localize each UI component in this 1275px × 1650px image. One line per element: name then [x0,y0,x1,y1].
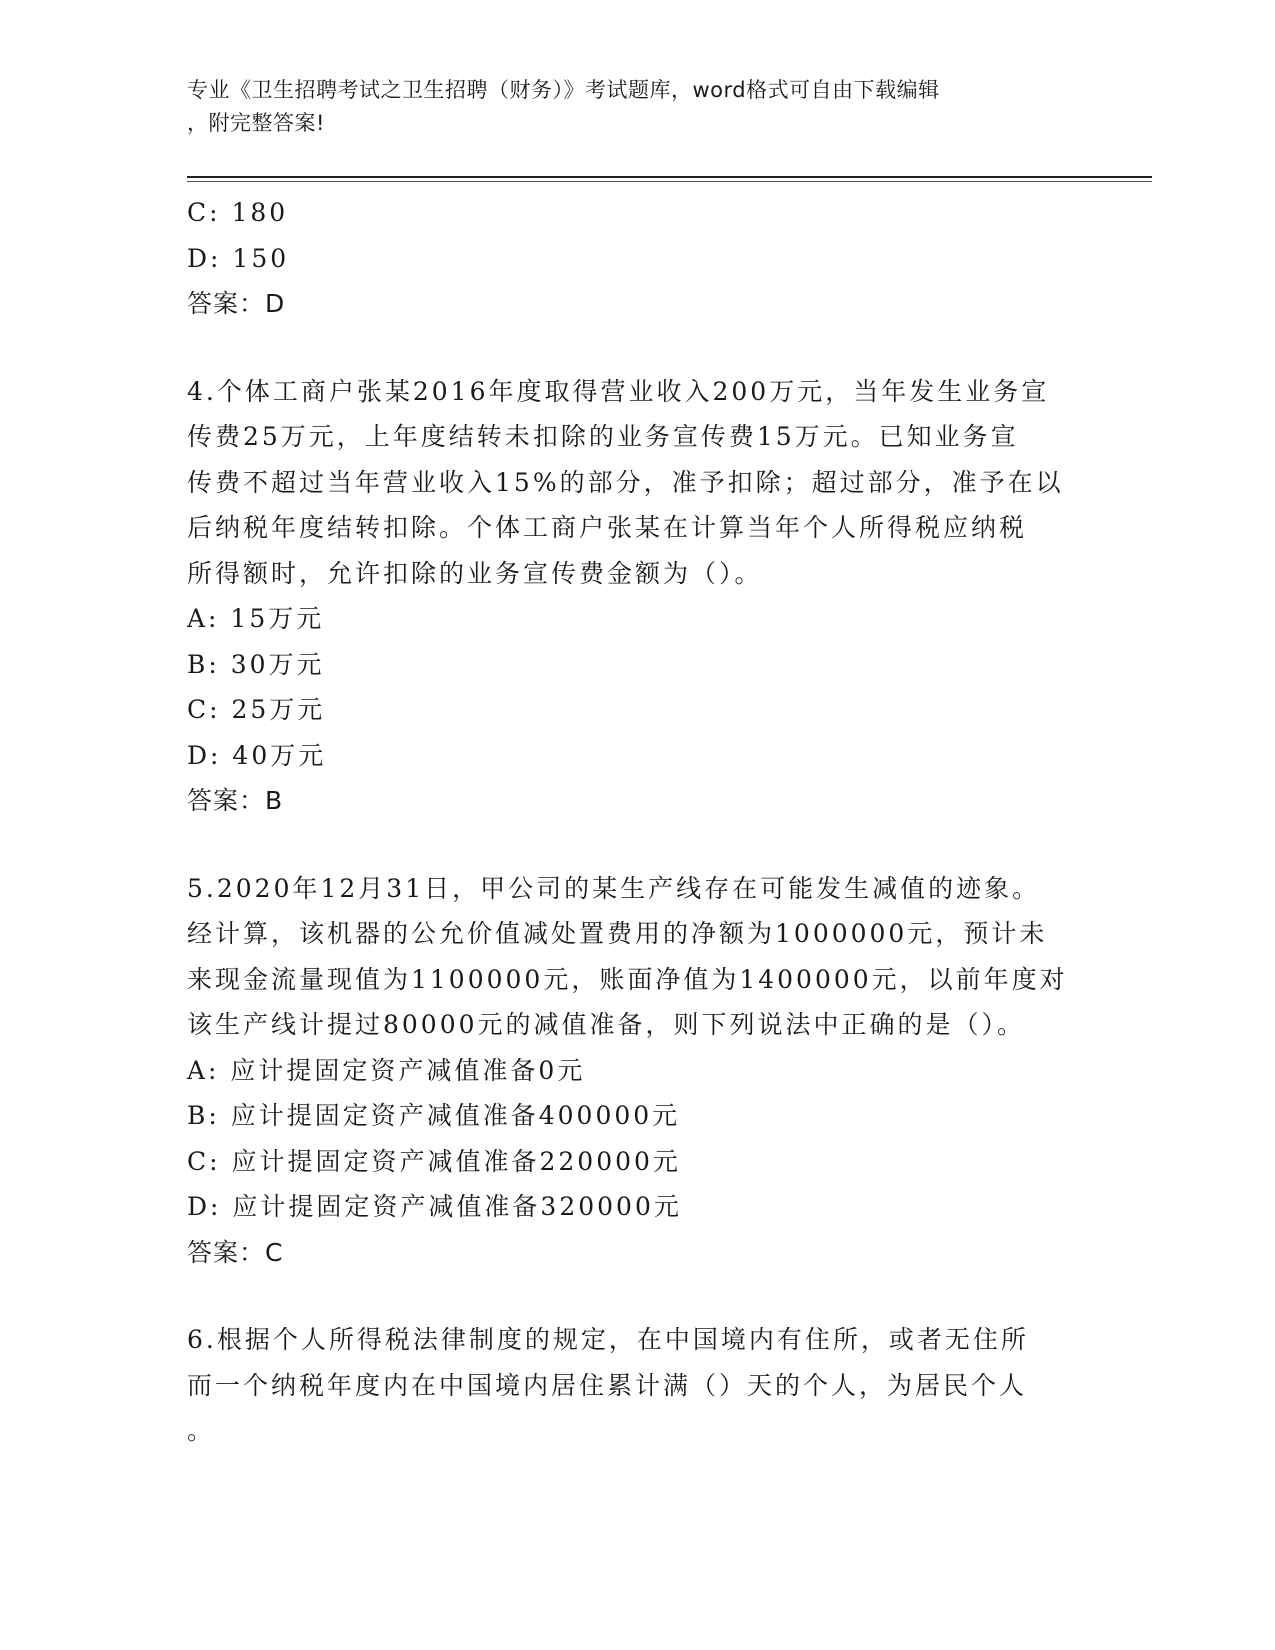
question-4 [187,369,1087,824]
question-text-line: 后纳税年度结转扣除。个体工商户张某在计算当年个人所得税应纳税 [187,513,1028,542]
header-divider-thick [187,176,1152,178]
option-d: D: 150 [187,243,290,273]
option-d: D: 40万元 [187,740,327,770]
option-d: D: 应计提固定资产减值准备320000元 [187,1192,682,1221]
spacer [187,824,1087,866]
question-content [187,190,1087,1454]
question-text-line: 而一个纳税年度内在中国境内居住累计满（）天的个人，为居民个人 [187,1370,1028,1400]
option-c: C: 25万元 [187,695,326,724]
question-5 [187,866,1087,1276]
option-a: A: 15万元 [187,604,325,633]
answer-line: 答案：D [187,289,286,318]
question-text-line: 所得额时，允许扣除的业务宣传费金额为（）。 [187,558,763,588]
option-a: A: 应计提固定资产减值准备0元 [187,1055,586,1085]
question-text-line: 来现金流量现值为1100000元，账面净值为1400000元，以前年度对 [187,964,1068,994]
question-text-line: 5.2020年12月31日，甲公司的某生产线存在可能发生减值的迹象。 [187,873,1041,903]
option-b: B: 应计提固定资产减值准备400000元 [187,1101,681,1130]
option-c: C: 应计提固定资产减值准备220000元 [187,1146,681,1176]
question-text-line: 经计算，该机器的公允价值减处置费用的净额为1000000元，预计未 [187,919,1048,948]
answer-line: 答案：C [187,1237,284,1267]
option-c: C: 180 [187,198,289,227]
header-divider-thin [187,181,1152,182]
question-6 [187,1317,1087,1454]
question-text-line: 4.个体工商户张某2016年度取得营业收入200万元，当年发生业务宣 [187,376,1050,406]
option-b: B: 30万元 [187,649,325,679]
question-text-line: 传费25万元，上年度结转未扣除的业务宣传费15万元。已知业务宣 [187,422,1019,451]
spacer [187,327,1087,369]
spacer [187,1275,1087,1317]
header-title-line-2: ，附完整答案! [187,111,325,135]
header-title-line-1: 专业《卫生招聘考试之卫生招聘（财务）》考试题库，word格式可自由下载编辑 [187,78,940,102]
question-text-line: 6.根据个人所得税法律制度的规定，在中国境内有住所，或者无住所 [187,1325,1029,1354]
question-text-line: 该生产线计提过80000元的减值准备，则下列说法中正确的是（）。 [187,1010,1026,1039]
question-3-tail [187,190,1087,327]
document-header [187,74,1067,140]
question-text-line: 传费不超过当年营业收入15%的部分，准予扣除；超过部分，准予在以 [187,467,1064,497]
answer-line: 答案：B [187,786,284,815]
question-text-line: 。 [187,1416,216,1445]
